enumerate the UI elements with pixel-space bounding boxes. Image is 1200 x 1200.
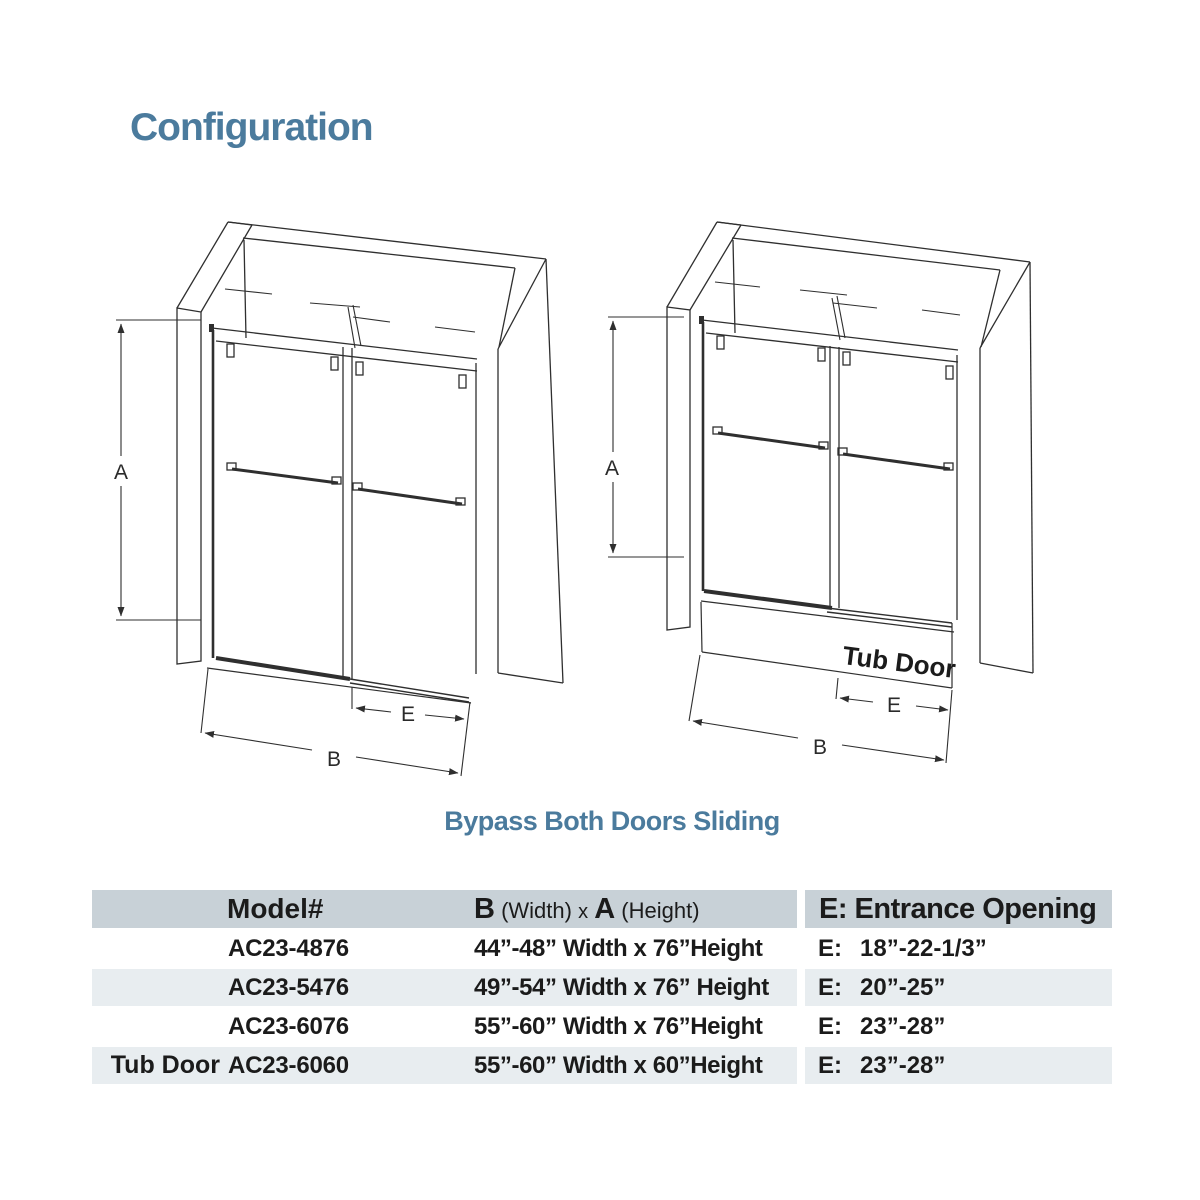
dim-label-a: A [604,457,620,480]
header-model: Model# [227,893,324,924]
header-x: x [578,901,589,923]
entrance-prefix: E: [818,1013,842,1040]
table-row [805,1008,1112,1045]
header-a-sub: (Height) [621,898,700,923]
spec-table-right-block [805,890,1112,1086]
size-range: 55”-60” Width x 60”Height [474,1052,763,1079]
header-b: B [474,893,495,925]
table-header-row [805,890,1112,928]
model-number: AC23-6060 [228,1052,349,1079]
tub-door-label: Tub Door [841,640,958,685]
dim-label-e: E [400,703,416,726]
table-row [92,930,797,967]
ceiling-track-marks [225,289,475,348]
spec-table-left-block [92,890,797,1086]
size-range: 49”-54” Width x 76” Height [474,974,769,1001]
table-row [92,1047,797,1084]
table-row [805,969,1112,1006]
enclosure-outline [667,222,1033,673]
dim-label-a: A [113,461,129,484]
page-title: Configuration [130,106,373,149]
diagram-caption: Bypass Both Doors Sliding [444,806,780,836]
header-entrance: E: Entrance Opening [819,893,1097,925]
table-row [92,969,797,1006]
door-panels [207,324,477,703]
model-number: AC23-5476 [228,974,349,1001]
size-range: 44”-48” Width x 76”Height [474,935,763,962]
dimension-a [608,317,684,557]
entrance-range: 20”-25” [860,974,946,1001]
dimension-a [113,320,201,620]
shower-door-diagram [100,200,580,800]
entrance-prefix: E: [818,935,842,962]
entrance-cell [818,930,987,967]
tub-door-diagram [600,200,1080,800]
row-label: Tub Door [110,1051,220,1079]
dim-label-b: B [812,736,828,759]
enclosure-outline [177,222,563,683]
entrance-cell [818,1008,945,1045]
size-range: 55”-60” Width x 76”Height [474,1013,763,1040]
entrance-range: 23”-28” [860,1013,946,1040]
header-b-sub: (Width) [501,898,572,923]
table-header-row [92,890,797,928]
entrance-range: 18”-22-1/3” [860,935,987,962]
model-number: AC23-6076 [228,1013,349,1040]
table-row [805,1047,1112,1084]
entrance-cell [818,969,945,1006]
header-a: A [594,893,616,925]
dim-label-e: E [886,694,902,717]
entrance-prefix: E: [818,1052,842,1079]
row-label [92,1008,220,1045]
entrance-range: 23”-28” [860,1052,946,1079]
table-row [805,930,1112,967]
ceiling-track-marks [715,282,960,340]
spec-table [92,890,1112,1086]
header-size [474,890,700,928]
entrance-cell [818,1047,945,1084]
table-row [92,1008,797,1045]
model-number: AC23-4876 [228,935,349,962]
dim-label-b: B [326,748,342,771]
row-label [92,969,220,1006]
entrance-prefix: E: [818,974,842,1001]
door-panels [699,316,958,632]
row-label [92,930,220,967]
